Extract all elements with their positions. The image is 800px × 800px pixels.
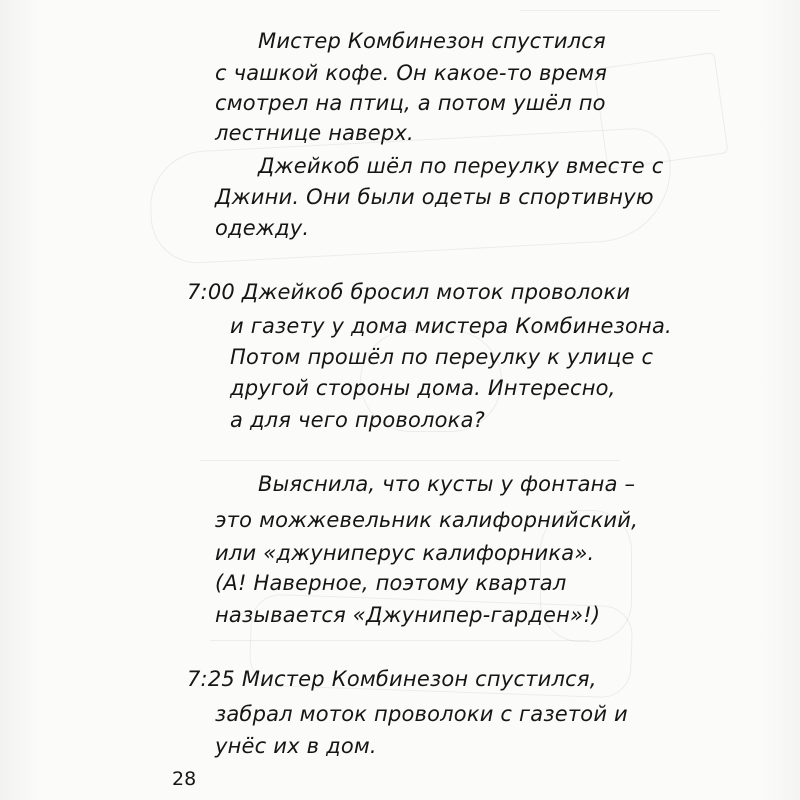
bleed-through-line bbox=[520, 10, 720, 11]
text-line: одежду. bbox=[215, 216, 310, 240]
text-line: Джейкоб шёл по переулку вместе с bbox=[258, 154, 664, 178]
text-line: другой стороны дома. Интересно, bbox=[230, 376, 616, 400]
text-line: Потом прошёл по переулку к улице с bbox=[230, 345, 654, 369]
text-line: смотрел на птиц, а потом ушёл по bbox=[215, 91, 606, 115]
text-line: это можжевельник калифорнийский, bbox=[215, 508, 638, 532]
text-line: Выяснила, что кусты у фонтана – bbox=[258, 472, 636, 496]
text-line: забрал моток проволоки с газетой и bbox=[215, 702, 628, 726]
text-line: а для чего проволока? bbox=[230, 408, 485, 432]
text-line: с чашкой кофе. Он какое-то время bbox=[215, 61, 608, 85]
text-line: унёс их в дом. bbox=[215, 734, 377, 758]
text-line: или «джуниперус калифорника». bbox=[215, 541, 595, 565]
text-line: и газету у дома мистера Комбинезона. bbox=[230, 314, 672, 338]
page-number: 28 bbox=[172, 768, 197, 790]
text-line: лестнице наверх. bbox=[215, 121, 414, 145]
text-line: Джини. Они были одеты в спортивную bbox=[215, 185, 654, 209]
text-line: 7:25 Мистер Комбинезон спустился, bbox=[187, 667, 597, 691]
text-line: 7:00 Джейкоб бросил моток проволоки bbox=[187, 280, 631, 304]
bleed-through-line bbox=[200, 460, 620, 461]
text-line: (А! Наверное, поэтому квартал bbox=[215, 571, 567, 595]
text-line: Мистер Комбинезон спустился bbox=[258, 29, 606, 53]
bleed-through-line bbox=[210, 640, 590, 641]
text-line: называется «Джунипер-гарден»!) bbox=[215, 603, 601, 627]
